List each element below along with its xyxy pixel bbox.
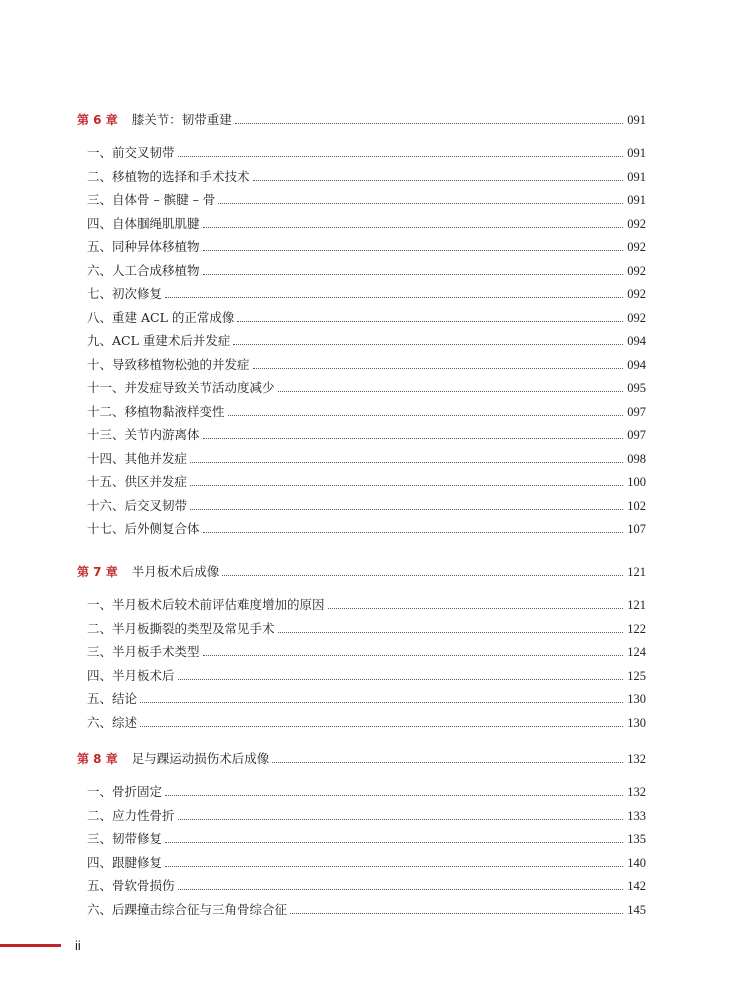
dot-leader — [328, 607, 624, 609]
entry-title: 五、骨软骨损伤 — [87, 878, 175, 893]
dot-leader — [222, 574, 623, 576]
dot-leader — [278, 390, 624, 392]
entry-title: 十四、其他并发症 — [87, 450, 188, 466]
dot-leader — [178, 888, 624, 890]
entry-title: 六、后踝撞击综合征与三角骨综合征 — [87, 901, 288, 917]
entry-title: 四、跟腱修复 — [87, 854, 163, 870]
chapter-heading[interactable] — [77, 747, 646, 767]
dot-leader — [178, 818, 624, 820]
entry-page-number: 097 — [627, 404, 646, 419]
entry-page-number: 094 — [627, 334, 646, 348]
entry-page-number: 092 — [627, 287, 646, 301]
entry-page-number: 091 — [627, 146, 646, 160]
toc-entry[interactable] — [77, 711, 646, 731]
entry-page-number: 142 — [627, 879, 646, 893]
entry-title: 二、移植物的选择和手术技术 — [87, 168, 250, 184]
entry-title: 三、自体骨 – 髌腱 – 骨 — [87, 192, 216, 207]
dot-leader — [165, 296, 623, 298]
toc-entry[interactable] — [77, 780, 646, 800]
toc-entry[interactable] — [77, 400, 646, 420]
entry-page-number: 122 — [627, 621, 646, 636]
entry-title: 三、韧带修复 — [87, 831, 163, 846]
toc-entry[interactable] — [77, 188, 646, 208]
dot-leader — [203, 437, 624, 439]
entry-title: 二、应力性骨折 — [87, 807, 175, 823]
dot-leader — [237, 320, 623, 322]
dot-leader — [165, 841, 623, 843]
entry-title: 一、骨折固定 — [87, 784, 163, 799]
entry-page-number: 145 — [627, 902, 646, 917]
entry-title: 六、人工合成移植物 — [87, 262, 200, 278]
dot-leader — [165, 865, 623, 867]
entry-page-number: 135 — [627, 832, 646, 846]
entry-title: 十五、供区并发症 — [87, 474, 188, 489]
entry-title: 九、ACL 重建术后并发症 — [87, 333, 231, 348]
entry-title: 十六、后交叉韧带 — [87, 497, 188, 513]
entry-title: 六、综述 — [87, 714, 138, 730]
dot-leader — [290, 912, 623, 914]
entry-page-number: 098 — [627, 451, 646, 466]
entry-page-number: 130 — [627, 715, 646, 730]
dot-leader — [203, 249, 624, 251]
toc-entry[interactable] — [77, 827, 646, 847]
toc-entry[interactable] — [77, 617, 646, 637]
entry-title: 四、自体腘绳肌肌腱 — [87, 215, 200, 231]
entry-page-number: 091 — [627, 193, 646, 207]
toc-entry[interactable] — [77, 898, 646, 918]
entry-title: 一、半月板术后较术前评估难度增加的原因 — [87, 597, 325, 612]
toc-entry[interactable] — [77, 851, 646, 871]
toc-entry[interactable] — [77, 212, 646, 232]
toc-entry[interactable] — [77, 494, 646, 514]
toc-entry[interactable] — [77, 470, 646, 490]
entry-title: 十二、移植物黏液样变性 — [87, 403, 225, 419]
entry-page-number: 132 — [627, 785, 646, 799]
entry-page-number: 125 — [627, 668, 646, 683]
entry-page-number: 095 — [627, 381, 646, 395]
toc-entry[interactable] — [77, 141, 646, 161]
chapter-heading[interactable] — [77, 108, 646, 128]
entry-page-number: 097 — [627, 428, 646, 442]
entry-page-number: 133 — [627, 808, 646, 823]
dot-leader — [253, 179, 624, 181]
dot-leader — [233, 343, 623, 345]
toc-entry[interactable] — [77, 874, 646, 894]
dot-leader — [140, 725, 623, 727]
dot-leader — [218, 202, 623, 204]
entry-page-number: 100 — [627, 475, 646, 489]
dot-leader — [190, 484, 623, 486]
toc-entry[interactable] — [77, 306, 646, 326]
toc-entry[interactable] — [77, 687, 646, 707]
dot-leader — [190, 461, 623, 463]
entry-page-number: 107 — [627, 522, 646, 536]
page-number: ii — [75, 938, 81, 953]
entry-page-number: 140 — [627, 855, 646, 870]
entry-page-number: 092 — [627, 263, 646, 278]
entry-page-number: 092 — [627, 216, 646, 231]
chapter-label: 第 6 章 — [77, 113, 118, 127]
entry-page-number: 130 — [627, 692, 646, 706]
entry-page-number: 091 — [627, 169, 646, 184]
toc-entry[interactable] — [77, 329, 646, 349]
toc-entry[interactable] — [77, 804, 646, 824]
toc-entry[interactable] — [77, 447, 646, 467]
dot-leader — [228, 414, 624, 416]
dot-leader — [278, 631, 624, 633]
dot-leader — [203, 531, 624, 533]
chapter-label: 第 7 章 — [77, 565, 118, 579]
entry-page-number: 121 — [627, 598, 646, 612]
dot-leader — [178, 678, 624, 680]
dot-leader — [272, 761, 623, 763]
toc-entry[interactable] — [77, 353, 646, 373]
entry-title: 五、同种异体移植物 — [87, 239, 200, 254]
toc-entry[interactable] — [77, 664, 646, 684]
entry-page-number: 092 — [627, 240, 646, 254]
toc-entry[interactable] — [77, 593, 646, 613]
dot-leader — [178, 155, 624, 157]
entry-page-number: 094 — [627, 357, 646, 372]
entry-title: 十三、关节内游离体 — [87, 427, 200, 442]
entry-title: 十、导致移植物松弛的并发症 — [87, 356, 250, 372]
entry-title: 四、半月板术后 — [87, 667, 175, 683]
toc-entry[interactable] — [77, 282, 646, 302]
chapter-title: 膝关节：韧带重建 — [131, 112, 232, 127]
chapter-page-number: 091 — [627, 113, 646, 127]
chapter-heading[interactable] — [77, 560, 646, 580]
toc-entry[interactable] — [77, 376, 646, 396]
toc-entry[interactable] — [77, 235, 646, 255]
chapter-title: 半月板术后成像 — [131, 564, 220, 579]
entry-title: 二、半月板撕裂的类型及常见手术 — [87, 620, 275, 636]
toc-entry[interactable] — [77, 165, 646, 185]
chapter-page-number: 121 — [627, 565, 646, 579]
entry-title: 八、重建 ACL 的正常成像 — [87, 309, 235, 325]
dot-leader — [235, 122, 624, 124]
chapter-title: 足与踝运动损伤术后成像 — [131, 751, 270, 766]
dot-leader — [203, 273, 624, 275]
chapter-page-number: 132 — [627, 752, 646, 766]
entry-title: 十七、后外侧复合体 — [87, 521, 200, 536]
entry-page-number: 124 — [627, 645, 646, 659]
entry-page-number: 102 — [627, 498, 646, 513]
dot-leader — [253, 367, 624, 369]
footer-accent-bar — [0, 944, 61, 947]
entry-title: 五、结论 — [87, 691, 138, 706]
entry-title: 一、前交叉韧带 — [87, 145, 175, 160]
dot-leader — [165, 794, 623, 796]
dot-leader — [203, 226, 624, 228]
entry-title: 十一、并发症导致关节活动度减少 — [87, 380, 275, 395]
entry-page-number: 092 — [627, 310, 646, 325]
entry-title: 三、半月板手术类型 — [87, 644, 200, 659]
dot-leader — [203, 654, 624, 656]
entry-title: 七、初次修复 — [87, 286, 163, 301]
toc-entry[interactable] — [77, 423, 646, 443]
toc-entry[interactable] — [77, 640, 646, 660]
chapter-label: 第 8 章 — [77, 752, 118, 766]
dot-leader — [190, 508, 623, 510]
toc-entry[interactable] — [77, 517, 646, 537]
toc-entry[interactable] — [77, 259, 646, 279]
dot-leader — [140, 701, 623, 703]
